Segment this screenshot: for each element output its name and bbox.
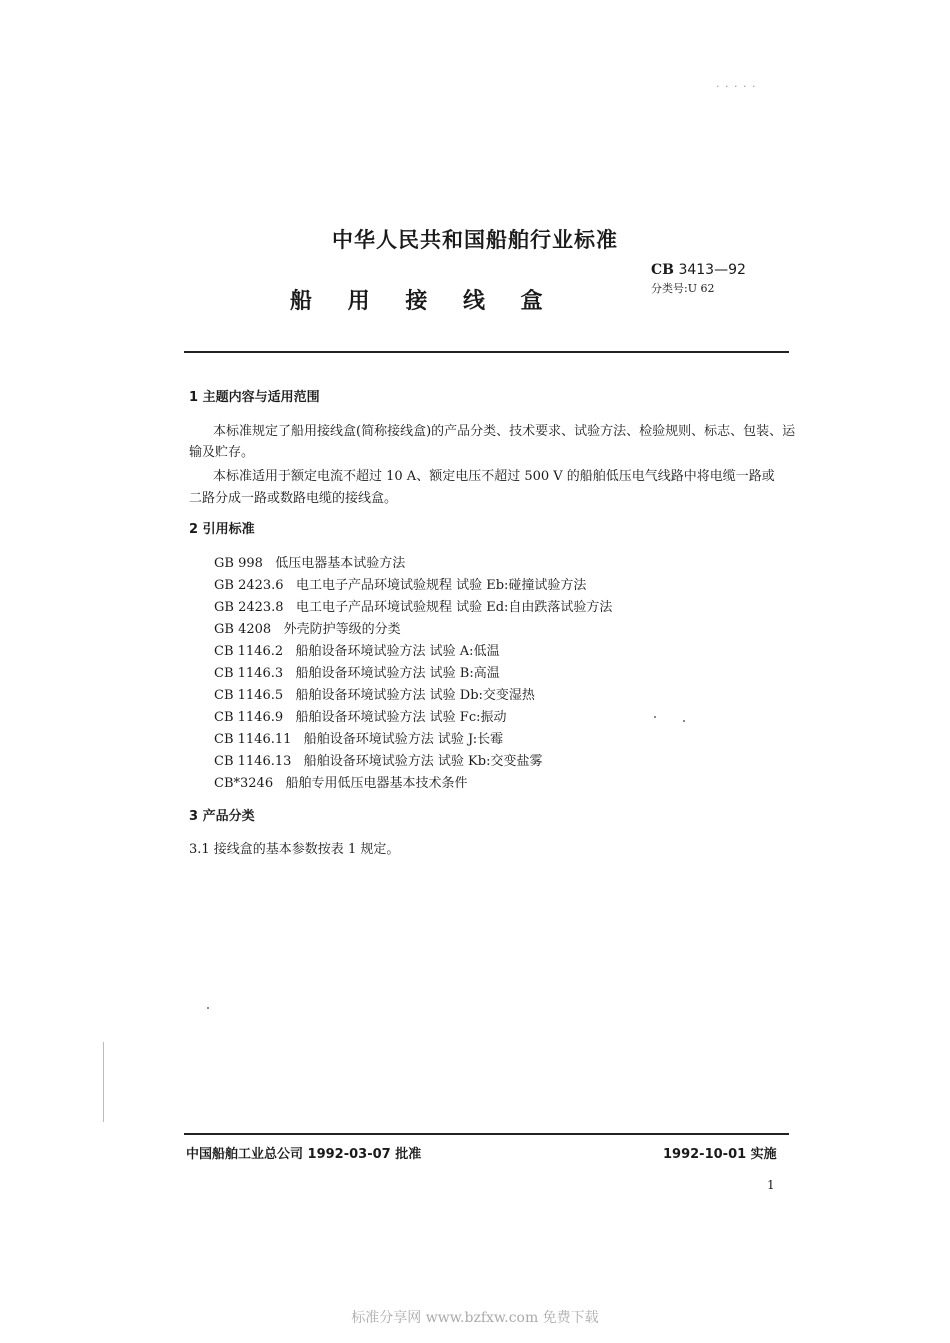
top-divider [184,351,789,353]
standard-category-header: 中华人民共和国船舶行业标准 [332,228,618,252]
section-1-para2-line1: 本标准适用于额定电流不超过 10 A、额定电压不超过 500 V 的船舶低压电气线路中将电缆一路或 [213,469,775,484]
reference-code: CB 1146.5 [214,688,284,703]
watermark-text: 标准分享网 www.bzfxw.com 免费下载 [351,1310,599,1326]
reference-item [214,706,506,725]
reference-code: GB 2423.6 [214,578,284,593]
reference-item [214,684,535,703]
reference-title: 船舶设备环境试验方法 试验 Fc:振动 [295,710,507,725]
section-1-para2-line2: 二路分成一路或数路电缆的接线盒。 [189,491,398,506]
reference-item [214,640,500,659]
reference-title: 船舶设备环境试验方法 试验 J:长霉 [303,732,504,747]
scan-corner-mark: · · · · · [716,80,757,93]
reference-item [214,772,468,791]
reference-title: 船舶专用低压电器基本技术条件 [285,776,468,791]
section-3-item-3-1: 3.1 接线盒的基本参数按表 1 规定。 [189,842,400,857]
reference-title: 船舶设备环境试验方法 试验 Kb:交变盐雾 [303,754,543,769]
reference-title: 外壳防护等级的分类 [283,622,401,637]
scan-artifact-dot [207,1007,209,1009]
scan-artifact-dot [683,720,685,722]
section-2-heading: 2 引用标准 [189,522,255,537]
reference-title: 低压电器基本试验方法 [275,556,406,571]
reference-title: 电工电子产品环境试验规程 试验 Eb:碰撞试验方法 [295,578,587,593]
document-title: 船 用 接 线 盒 [290,289,557,314]
classification-code: 分类号:U 62 [651,282,715,295]
reference-item [214,750,542,769]
page-number: 1 [767,1178,775,1192]
effective-date-line: 1992-10-01 实施 [663,1147,777,1162]
reference-title: 电工电子产品环境试验规程 试验 Ed:自由跌落试验方法 [295,600,613,615]
reference-item [214,662,500,681]
standard-code [651,262,746,278]
scan-artifact-line [103,1042,104,1122]
reference-item [214,574,586,593]
standard-code-prefix: CB [651,262,674,278]
reference-title: 船舶设备环境试验方法 试验 A:低温 [295,644,500,659]
reference-item [214,728,503,747]
reference-code: GB 998 [214,556,263,571]
section-1-para1-line1: 本标准规定了船用接线盒(简称接线盒)的产品分类、技术要求、试验方法、检验规则、标志、包装、运 [213,424,796,439]
section-1-heading: 1 主题内容与适用范围 [189,390,320,405]
reference-code: CB 1146.11 [214,732,292,747]
approval-line: 中国船舶工业总公司 1992-03-07 批准 [186,1147,422,1162]
reference-code: CB*3246 [214,776,274,791]
standard-code-number: 3413—92 [678,262,746,278]
reference-code: GB 2423.8 [214,600,284,615]
reference-code: GB 4208 [214,622,272,637]
reference-title: 船舶设备环境试验方法 试验 Db:交变湿热 [295,688,535,703]
bottom-divider [184,1133,789,1135]
reference-item [214,596,612,615]
reference-code: CB 1146.13 [214,754,292,769]
scan-artifact-dot [654,716,656,718]
section-3-heading: 3 产品分类 [189,809,255,824]
section-1-para1-line2: 输及贮存。 [189,445,255,460]
reference-item [214,618,401,637]
reference-code: CB 1146.3 [214,666,284,681]
reference-code: CB 1146.2 [214,644,284,659]
reference-item [214,552,405,571]
reference-code: CB 1146.9 [214,710,284,725]
reference-title: 船舶设备环境试验方法 试验 B:高温 [295,666,500,681]
